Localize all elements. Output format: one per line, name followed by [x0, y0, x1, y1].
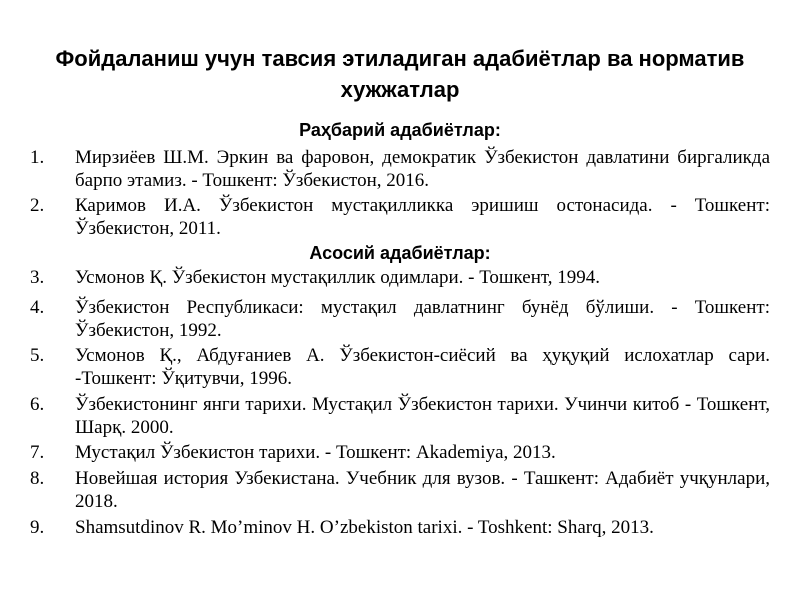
reference-text: Мустақил Ўзбекистон тарихи. - Тошкент: Akademiya, 2013.: [75, 442, 556, 463]
reference-text: Shamsutdinov R. Mo’minov H. O’zbekiston tarixi. - Toshkent: Sharq, 2013.: [75, 517, 654, 538]
reference-number: 3.: [30, 267, 45, 288]
reference-number: 4.: [30, 297, 45, 318]
reference-number: 9.: [30, 517, 45, 538]
reference-number: 7.: [30, 442, 45, 463]
reference-text: Ўзбекистонинг янги тарихи. Мустақил Ўзбекистон тарихи. Учинчи китоб - Тошкент, Шарқ. 2000.: [75, 394, 770, 438]
reference-text: Новейшая история Узбекистана. Учебник для вузов. - Ташкент: Адабиёт учқунлари, 2018.: [75, 468, 770, 512]
reference-text: Усмонов Қ., Абдуғаниев А. Ўзбекистон-сиёсий ва ҳуқуқий ислохатлар сари. -Тошкент: Ўқитувчи, 1996.: [75, 345, 770, 389]
reference-number: 8.: [30, 468, 45, 489]
reference-number: 5.: [30, 345, 45, 366]
reference-number: 1.: [30, 147, 45, 168]
page-title: Фойдаланиш учун тавсия этиладиган адабиётлар ва норматив хужжатлар: [55, 46, 745, 102]
reference-text: Каримов И.А. Ўзбекистон мустақилликка эришиш остонасида. - Тошкент: Ўзбекистон, 2011.: [75, 195, 770, 239]
section-heading-guiding: Раҳбарий адабиётлар:: [299, 120, 501, 140]
reference-text: Усмонов Қ. Ўзбекистон мустақиллик одимлари. - Тошкент, 1994.: [75, 267, 600, 288]
reference-text: Ўзбекистон Республикаси: мустақил давлатнинг бунёд бўлиши. - Тошкент: Ўзбекистон, 1992.: [75, 297, 770, 341]
section-heading-main: Асосий адабиётлар:: [309, 243, 491, 263]
reference-text: Мирзиёев Ш.М. Эркин ва фаровон, демократик Ўзбекистон давлатини биргаликда барпо этамиз. - Тошкент: Ўзбекистон, 2016.: [75, 147, 770, 191]
reference-number: 6.: [30, 394, 45, 415]
reference-number: 2.: [30, 195, 45, 216]
